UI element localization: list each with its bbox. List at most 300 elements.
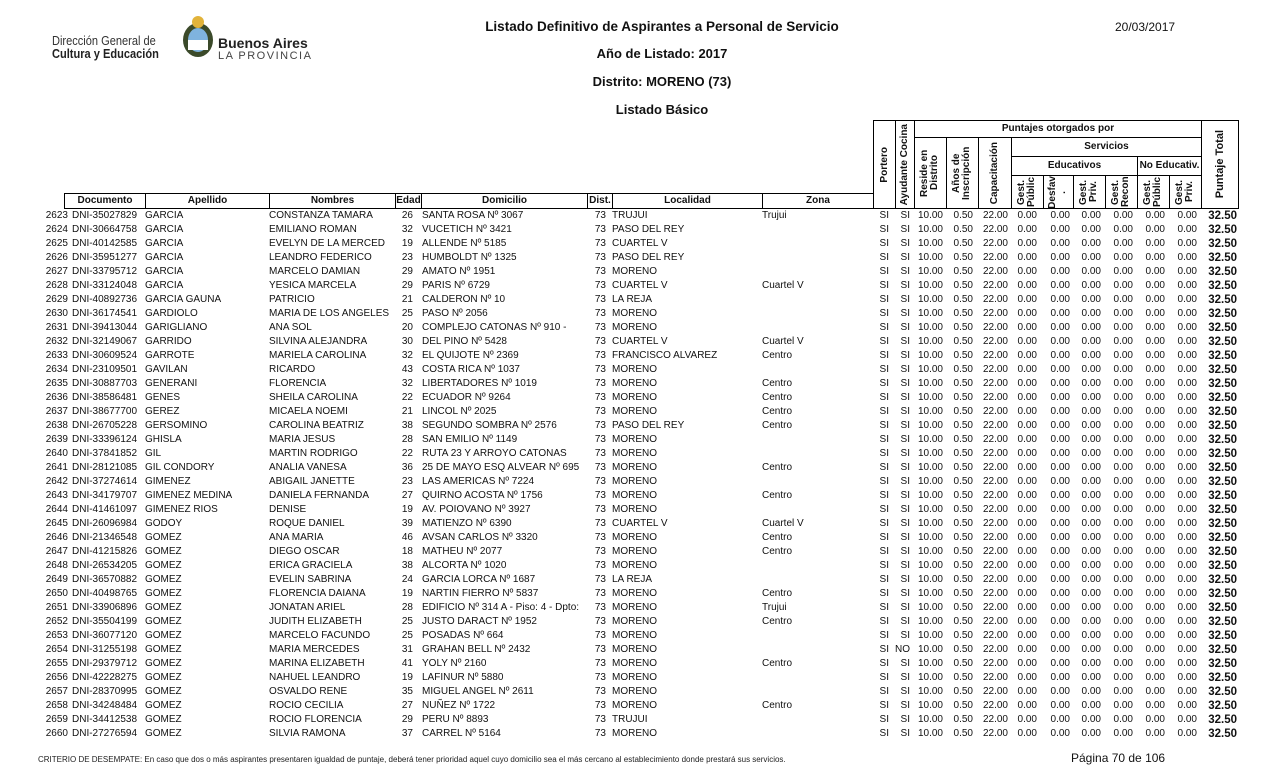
- score-total: 32.50: [1208, 686, 1237, 698]
- score-ne-gest-priv: 0.00: [1177, 700, 1197, 711]
- score-capacitacion: 22.00: [982, 378, 1008, 389]
- row-nombres: MARIA JESUS: [269, 434, 336, 445]
- score-anios: 0.50: [953, 532, 973, 543]
- score-gest-public: 0.00: [1017, 434, 1037, 445]
- row-number: 2646: [45, 532, 68, 543]
- row-edad: 26: [401, 210, 413, 221]
- score-anios: 0.50: [953, 546, 973, 557]
- score-capacitacion: 22.00: [982, 308, 1008, 319]
- score-ne-gest-priv: 0.00: [1177, 322, 1197, 333]
- score-ne-gest-priv: 0.00: [1177, 616, 1197, 627]
- table-row: [0, 517, 1280, 531]
- row-localidad: MORENO: [612, 406, 657, 417]
- row-documento: DNI-29379712: [72, 658, 138, 669]
- row-zona: Centro: [762, 378, 793, 389]
- row-localidad: CUARTEL V: [612, 238, 668, 249]
- score-anios: 0.50: [953, 462, 973, 473]
- score-capacitacion: 22.00: [982, 448, 1008, 459]
- row-number: 2642: [45, 476, 68, 487]
- row-dist: 73: [594, 504, 606, 515]
- row-nombres: ANA SOL: [269, 322, 312, 333]
- row-domicilio: AMATO Nº 1951: [422, 266, 496, 277]
- row-portero: SI: [879, 280, 889, 291]
- score-desfav: 0.00: [1050, 266, 1070, 277]
- score-gest-recon: 0.00: [1113, 588, 1133, 599]
- table-row: [0, 713, 1280, 727]
- col-dist: Dist.: [587, 193, 613, 209]
- row-domicilio: PARIS Nº 6729: [422, 280, 490, 291]
- row-dist: 73: [594, 588, 606, 599]
- row-nombres: CONSTANZA TAMARA: [269, 210, 373, 221]
- score-reside: 10.00: [917, 252, 943, 263]
- score-reside: 10.00: [917, 392, 943, 403]
- row-domicilio: LAFINUR Nº 5880: [422, 672, 504, 683]
- score-gest-recon: 0.00: [1113, 546, 1133, 557]
- score-anios: 0.50: [953, 434, 973, 445]
- row-zona: Trujui: [762, 210, 787, 221]
- row-portero: SI: [879, 588, 889, 599]
- row-apellido: GEREZ: [145, 406, 180, 417]
- row-nombres: ANA MARIA: [269, 532, 324, 543]
- score-desfav: 0.00: [1050, 378, 1070, 389]
- table-row: [0, 559, 1280, 573]
- score-gest-recon: 0.00: [1113, 476, 1133, 487]
- score-gest-recon: 0.00: [1113, 322, 1133, 333]
- score-ne-gest-public: 0.00: [1145, 560, 1165, 571]
- row-documento: DNI-33906896: [72, 602, 138, 613]
- row-number: 2634: [45, 364, 68, 375]
- score-gest-priv: 0.00: [1081, 350, 1101, 361]
- row-documento: DNI-37274614: [72, 476, 138, 487]
- score-total: 32.50: [1208, 602, 1237, 614]
- score-gest-public: 0.00: [1017, 700, 1037, 711]
- row-domicilio: AV. POIOVANO Nº 3927: [422, 504, 531, 515]
- score-anios: 0.50: [953, 714, 973, 725]
- score-ne-gest-priv: 0.00: [1177, 644, 1197, 655]
- row-number: 2653: [45, 630, 68, 641]
- score-gest-public: 0.00: [1017, 532, 1037, 543]
- row-apellido: GARRIDO: [145, 336, 192, 347]
- score-capacitacion: 22.00: [982, 728, 1008, 739]
- score-reside: 10.00: [917, 294, 943, 305]
- row-ayudante: SI: [900, 490, 910, 501]
- score-gest-recon: 0.00: [1113, 308, 1133, 319]
- score-anios: 0.50: [953, 350, 973, 361]
- score-gest-priv: 0.00: [1081, 588, 1101, 599]
- score-ne-gest-priv: 0.00: [1177, 434, 1197, 445]
- row-apellido: GARCIA: [145, 238, 184, 249]
- score-desfav: 0.00: [1050, 644, 1070, 655]
- score-reside: 10.00: [917, 686, 943, 697]
- score-gest-recon: 0.00: [1113, 462, 1133, 473]
- score-anios: 0.50: [953, 322, 973, 333]
- score-gest-priv: 0.00: [1081, 560, 1101, 571]
- score-reside: 10.00: [917, 224, 943, 235]
- score-capacitacion: 22.00: [982, 238, 1008, 249]
- row-number: 2660: [45, 728, 68, 739]
- row-ayudante: SI: [900, 560, 910, 571]
- score-gest-recon: 0.00: [1113, 658, 1133, 669]
- score-reside: 10.00: [917, 518, 943, 529]
- row-apellido: GENES: [145, 392, 181, 403]
- col-servicios: Servicios: [1011, 137, 1202, 157]
- score-ne-gest-public: 0.00: [1145, 280, 1165, 291]
- row-nombres: MARTIN RODRIGO: [269, 448, 358, 459]
- row-ayudante: SI: [900, 546, 910, 557]
- row-documento: DNI-42228275: [72, 672, 138, 683]
- table-row: [0, 349, 1280, 363]
- score-gest-priv: 0.00: [1081, 644, 1101, 655]
- score-gest-priv: 0.00: [1081, 308, 1101, 319]
- score-desfav: 0.00: [1050, 630, 1070, 641]
- score-ne-gest-public: 0.00: [1145, 672, 1165, 683]
- row-localidad: CUARTEL V: [612, 336, 668, 347]
- score-capacitacion: 22.00: [982, 490, 1008, 501]
- score-total: 32.50: [1208, 700, 1237, 712]
- row-documento: DNI-40498765: [72, 588, 138, 599]
- table-row: [0, 643, 1280, 657]
- score-gest-recon: 0.00: [1113, 518, 1133, 529]
- row-ayudante: NO: [895, 644, 910, 655]
- row-nombres: FLORENCIA DAIANA: [269, 588, 366, 599]
- table-row: [0, 209, 1280, 223]
- row-dist: 73: [594, 644, 606, 655]
- list-district: Distrito: MORENO (73): [592, 74, 732, 89]
- score-total: 32.50: [1208, 252, 1237, 264]
- score-ne-gest-public: 0.00: [1145, 364, 1165, 375]
- score-capacitacion: 22.00: [982, 364, 1008, 375]
- score-ne-gest-public: 0.00: [1145, 644, 1165, 655]
- score-ne-gest-priv: 0.00: [1177, 588, 1197, 599]
- table-row: [0, 727, 1280, 741]
- row-edad: 25: [401, 308, 413, 319]
- row-edad: 30: [401, 336, 413, 347]
- row-domicilio: QUIRNO ACOSTA Nº 1756: [422, 490, 543, 501]
- score-gest-public: 0.00: [1017, 462, 1037, 473]
- row-localidad: MORENO: [612, 588, 657, 599]
- col-no-educativos: No Educativ.: [1137, 156, 1202, 176]
- row-documento: DNI-37841852: [72, 448, 138, 459]
- row-domicilio: NUÑEZ Nº 1722: [422, 700, 496, 711]
- row-localidad: TRUJUI: [612, 210, 648, 221]
- row-ayudante: SI: [900, 504, 910, 515]
- score-gest-recon: 0.00: [1113, 266, 1133, 277]
- score-gest-public: 0.00: [1017, 350, 1037, 361]
- score-ne-gest-public: 0.00: [1145, 210, 1165, 221]
- score-ne-gest-priv: 0.00: [1177, 308, 1197, 319]
- score-anios: 0.50: [953, 224, 973, 235]
- col-total-label: Puntaje Total: [1214, 130, 1226, 199]
- score-gest-priv: 0.00: [1081, 546, 1101, 557]
- score-anios: 0.50: [953, 574, 973, 585]
- col-anios-label: Años de Inscripción: [950, 146, 972, 200]
- score-ne-gest-priv: 0.00: [1177, 252, 1197, 263]
- score-reside: 10.00: [917, 574, 943, 585]
- page-number: Página 70 de 106: [1071, 751, 1166, 765]
- table-row: [0, 461, 1280, 475]
- row-dist: 73: [594, 518, 606, 529]
- row-portero: SI: [879, 224, 889, 235]
- score-gest-priv: 0.00: [1081, 518, 1101, 529]
- row-edad: 21: [401, 406, 413, 417]
- row-localidad: MORENO: [612, 700, 657, 711]
- score-gest-recon: 0.00: [1113, 378, 1133, 389]
- table-row: [0, 685, 1280, 699]
- score-ne-gest-public: 0.00: [1145, 378, 1165, 389]
- row-ayudante: SI: [900, 518, 910, 529]
- score-capacitacion: 22.00: [982, 294, 1008, 305]
- score-desfav: 0.00: [1050, 728, 1070, 739]
- col-gest-recon-label: Gest. Recon: [1109, 176, 1131, 208]
- col-ayudante: [895, 120, 915, 209]
- row-number: 2652: [45, 616, 68, 627]
- row-ayudante: SI: [900, 378, 910, 389]
- row-localidad: MORENO: [612, 546, 657, 557]
- row-apellido: GOMEZ: [145, 728, 182, 739]
- score-ne-gest-public: 0.00: [1145, 630, 1165, 641]
- row-localidad: MORENO: [612, 616, 657, 627]
- score-gest-recon: 0.00: [1113, 490, 1133, 501]
- score-gest-public: 0.00: [1017, 224, 1037, 235]
- row-documento: DNI-26096984: [72, 518, 138, 529]
- score-ne-gest-priv: 0.00: [1177, 420, 1197, 431]
- table-row: [0, 223, 1280, 237]
- row-ayudante: SI: [900, 252, 910, 263]
- score-gest-priv: 0.00: [1081, 602, 1101, 613]
- row-ayudante: SI: [900, 630, 910, 641]
- row-dist: 73: [594, 700, 606, 711]
- row-documento: DNI-26705228: [72, 420, 138, 431]
- row-dist: 73: [594, 616, 606, 627]
- row-portero: SI: [879, 406, 889, 417]
- row-zona: Centro: [762, 700, 793, 711]
- row-nombres: MICAELA NOEMI: [269, 406, 348, 417]
- row-domicilio: CARREL Nº 5164: [422, 728, 501, 739]
- row-ayudante: SI: [900, 294, 910, 305]
- score-total: 32.50: [1208, 420, 1237, 432]
- score-anios: 0.50: [953, 266, 973, 277]
- row-documento: DNI-33795712: [72, 266, 138, 277]
- row-nombres: MARINA ELIZABETH: [269, 658, 365, 669]
- score-capacitacion: 22.00: [982, 686, 1008, 697]
- score-total: 32.50: [1208, 574, 1237, 586]
- score-gest-recon: 0.00: [1113, 448, 1133, 459]
- score-gest-public: 0.00: [1017, 266, 1037, 277]
- table-row: [0, 307, 1280, 321]
- score-ne-gest-public: 0.00: [1145, 238, 1165, 249]
- score-reside: 10.00: [917, 616, 943, 627]
- row-zona: Centro: [762, 462, 793, 473]
- row-domicilio: SAN EMILIO Nº 1149: [422, 434, 518, 445]
- row-documento: DNI-30664758: [72, 224, 138, 235]
- row-domicilio: DEL PINO Nº 5428: [422, 336, 507, 347]
- score-gest-public: 0.00: [1017, 658, 1037, 669]
- score-ne-gest-priv: 0.00: [1177, 406, 1197, 417]
- row-nombres: OSVALDO RENE: [269, 686, 348, 697]
- score-capacitacion: 22.00: [982, 532, 1008, 543]
- score-reside: 10.00: [917, 210, 943, 221]
- row-ayudante: SI: [900, 280, 910, 291]
- row-number: 2655: [45, 658, 68, 669]
- score-gest-public: 0.00: [1017, 686, 1037, 697]
- row-portero: SI: [879, 630, 889, 641]
- score-capacitacion: 22.00: [982, 476, 1008, 487]
- row-dist: 73: [594, 574, 606, 585]
- row-nombres: JUDITH ELIZABETH: [269, 616, 362, 627]
- row-domicilio: POSADAS Nº 664: [422, 630, 504, 641]
- score-desfav: 0.00: [1050, 700, 1070, 711]
- row-edad: 19: [401, 504, 413, 515]
- score-ne-gest-public: 0.00: [1145, 616, 1165, 627]
- row-apellido: GAVILAN: [145, 364, 188, 375]
- row-apellido: GOMEZ: [145, 546, 182, 557]
- col-documento: Documento: [64, 193, 146, 209]
- row-ayudante: SI: [900, 448, 910, 459]
- score-ne-gest-public: 0.00: [1145, 532, 1165, 543]
- score-gest-public: 0.00: [1017, 448, 1037, 459]
- score-gest-public: 0.00: [1017, 616, 1037, 627]
- row-domicilio: HUMBOLDT Nº 1325: [422, 252, 517, 263]
- row-portero: SI: [879, 294, 889, 305]
- row-dist: 73: [594, 686, 606, 697]
- score-total: 32.50: [1208, 266, 1237, 278]
- score-reside: 10.00: [917, 644, 943, 655]
- row-edad: 46: [401, 532, 413, 543]
- row-portero: SI: [879, 476, 889, 487]
- row-documento: DNI-36570882: [72, 574, 138, 585]
- row-ayudante: SI: [900, 588, 910, 599]
- score-total: 32.50: [1208, 658, 1237, 670]
- score-desfav: 0.00: [1050, 546, 1070, 557]
- row-number: 2650: [45, 588, 68, 599]
- score-reside: 10.00: [917, 532, 943, 543]
- score-anios: 0.50: [953, 630, 973, 641]
- row-domicilio: 25 DE MAYO ESQ ALVEAR Nº 695: [422, 462, 580, 473]
- row-portero: SI: [879, 574, 889, 585]
- row-documento: DNI-38586481: [72, 392, 138, 403]
- score-desfav: 0.00: [1050, 252, 1070, 263]
- score-ne-gest-priv: 0.00: [1177, 686, 1197, 697]
- row-domicilio: ALLENDE Nº 5185: [422, 238, 507, 249]
- row-edad: 23: [401, 476, 413, 487]
- score-anios: 0.50: [953, 378, 973, 389]
- row-domicilio: CALDERON Nº 10: [422, 294, 506, 305]
- row-ayudante: SI: [900, 532, 910, 543]
- score-total: 32.50: [1208, 616, 1237, 628]
- score-capacitacion: 22.00: [982, 560, 1008, 571]
- row-domicilio: PERU Nº 8893: [422, 714, 489, 725]
- row-dist: 73: [594, 378, 606, 389]
- row-number: 2630: [45, 308, 68, 319]
- row-portero: SI: [879, 322, 889, 333]
- row-zona: Centro: [762, 490, 793, 501]
- score-ne-gest-public: 0.00: [1145, 224, 1165, 235]
- score-ne-gest-public: 0.00: [1145, 308, 1165, 319]
- score-gest-public: 0.00: [1017, 588, 1037, 599]
- row-localidad: CUARTEL V: [612, 280, 668, 291]
- row-localidad: CUARTEL V: [612, 518, 668, 529]
- score-reside: 10.00: [917, 406, 943, 417]
- row-portero: SI: [879, 602, 889, 613]
- score-desfav: 0.00: [1050, 224, 1070, 235]
- score-gest-priv: 0.00: [1081, 420, 1101, 431]
- row-apellido: GOMEZ: [145, 532, 182, 543]
- score-desfav: 0.00: [1050, 350, 1070, 361]
- row-edad: 27: [401, 700, 413, 711]
- row-domicilio: COMPLEJO CATONAS Nº 910 -: [422, 322, 567, 333]
- score-capacitacion: 22.00: [982, 546, 1008, 557]
- row-portero: SI: [879, 392, 889, 403]
- score-gest-public: 0.00: [1017, 238, 1037, 249]
- score-capacitacion: 22.00: [982, 588, 1008, 599]
- table-row: [0, 279, 1280, 293]
- score-capacitacion: 22.00: [982, 322, 1008, 333]
- row-edad: 21: [401, 294, 413, 305]
- score-total: 32.50: [1208, 560, 1237, 572]
- row-localidad: MORENO: [612, 630, 657, 641]
- row-domicilio: LAS AMERICAS Nº 7224: [422, 476, 535, 487]
- score-capacitacion: 22.00: [982, 518, 1008, 529]
- row-dist: 73: [594, 462, 606, 473]
- score-capacitacion: 22.00: [982, 392, 1008, 403]
- score-reside: 10.00: [917, 350, 943, 361]
- row-portero: SI: [879, 546, 889, 557]
- score-gest-priv: 0.00: [1081, 462, 1101, 473]
- score-capacitacion: 22.00: [982, 266, 1008, 277]
- row-number: 2623: [45, 210, 68, 221]
- row-documento: DNI-27276594: [72, 728, 138, 739]
- score-gest-priv: 0.00: [1081, 574, 1101, 585]
- table-row: [0, 363, 1280, 377]
- score-ne-gest-priv: 0.00: [1177, 560, 1197, 571]
- row-number: 2632: [45, 336, 68, 347]
- score-gest-recon: 0.00: [1113, 602, 1133, 613]
- score-ne-gest-priv: 0.00: [1177, 518, 1197, 529]
- score-total: 32.50: [1208, 504, 1237, 516]
- score-gest-public: 0.00: [1017, 378, 1037, 389]
- score-gest-recon: 0.00: [1113, 504, 1133, 515]
- row-apellido: GODOY: [145, 518, 183, 529]
- score-gest-recon: 0.00: [1113, 434, 1133, 445]
- row-ayudante: SI: [900, 672, 910, 683]
- table-row: [0, 475, 1280, 489]
- score-capacitacion: 22.00: [982, 420, 1008, 431]
- row-nombres: DANIELA FERNANDA: [269, 490, 370, 501]
- score-capacitacion: 22.00: [982, 644, 1008, 655]
- col-zona: Zona: [762, 193, 874, 209]
- score-desfav: 0.00: [1050, 686, 1070, 697]
- row-dist: 73: [594, 224, 606, 235]
- score-gest-recon: 0.00: [1113, 392, 1133, 403]
- col-gest-priv: [1073, 175, 1106, 209]
- row-ayudante: SI: [900, 224, 910, 235]
- score-gest-priv: 0.00: [1081, 364, 1101, 375]
- score-gest-recon: 0.00: [1113, 350, 1133, 361]
- row-portero: SI: [879, 448, 889, 459]
- row-edad: 27: [401, 490, 413, 501]
- score-capacitacion: 22.00: [982, 630, 1008, 641]
- col-reside-label: Reside en Distrito: [918, 149, 940, 197]
- score-capacitacion: 22.00: [982, 616, 1008, 627]
- score-ne-gest-public: 0.00: [1145, 574, 1165, 585]
- table-row: [0, 251, 1280, 265]
- score-reside: 10.00: [917, 546, 943, 557]
- score-gest-priv: 0.00: [1081, 504, 1101, 515]
- row-dist: 73: [594, 350, 606, 361]
- row-nombres: RICARDO: [269, 364, 316, 375]
- score-gest-recon: 0.00: [1113, 700, 1133, 711]
- score-reside: 10.00: [917, 700, 943, 711]
